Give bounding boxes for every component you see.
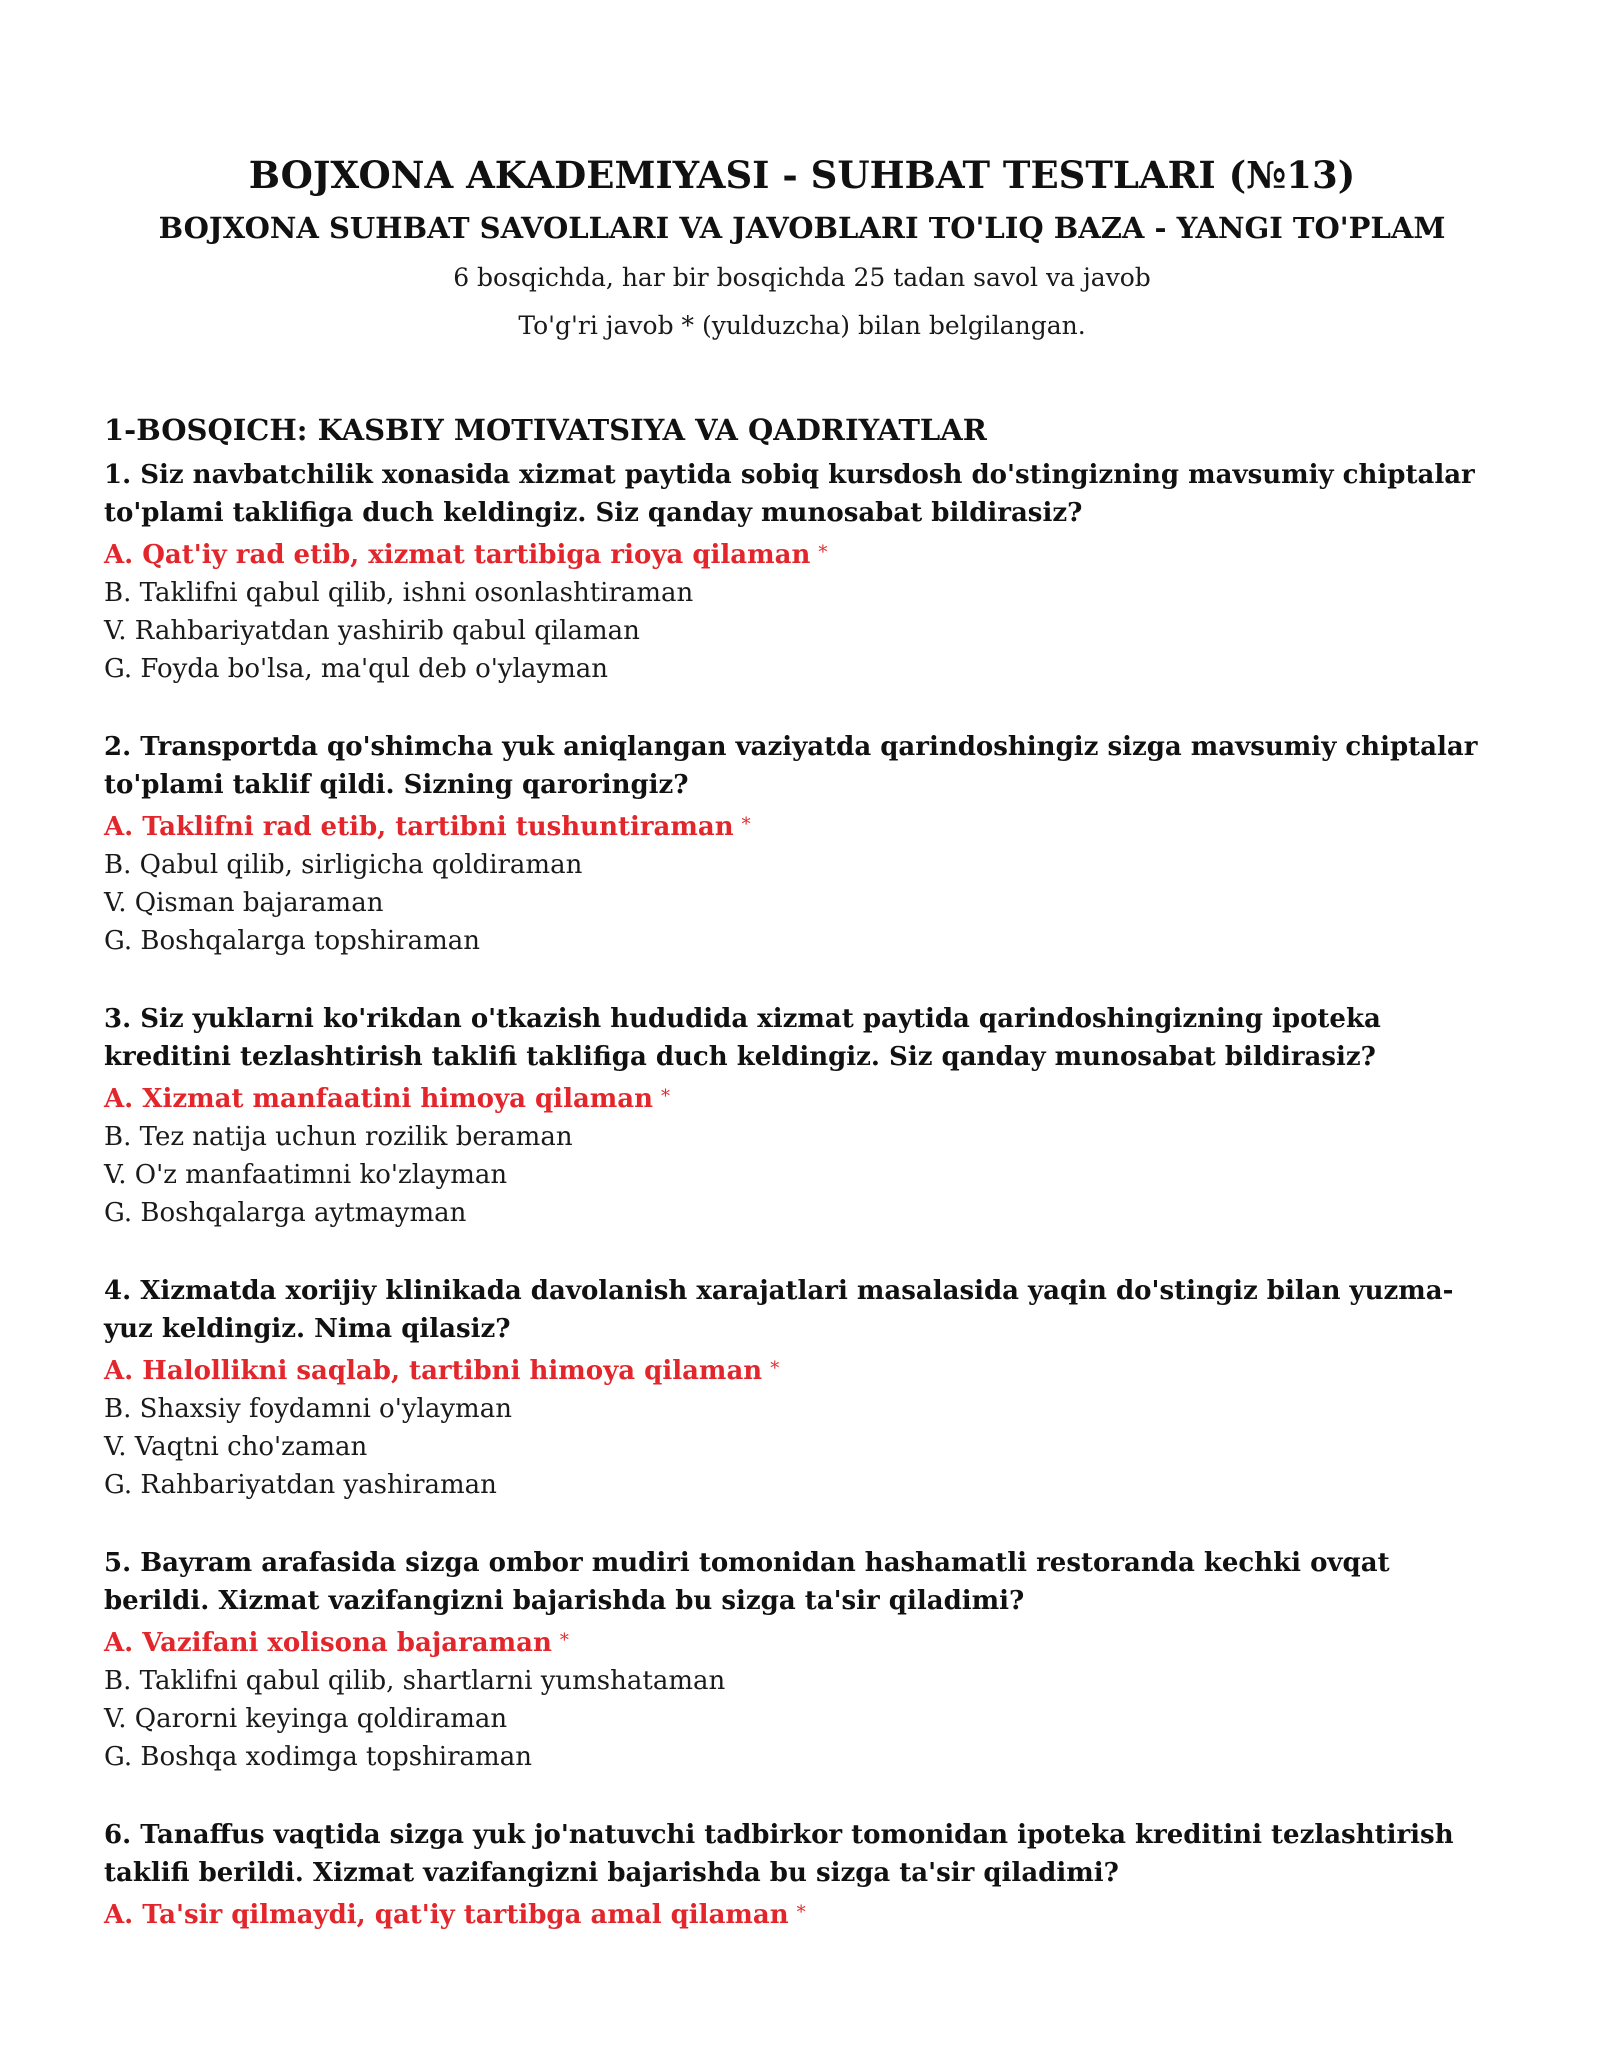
answer-option: G. Boshqalarga aytmayman [104,1198,467,1228]
correct-mark-star: * [741,814,751,835]
question-text: 2. Transportda qo'shimcha yuk aniqlangan vaziyatda qarindoshingiz sizga mavsumiy chiptalar to'plami taklif qildi. Sizning qaroringiz? [104,732,1478,800]
correct-mark-star: * [661,1086,671,1107]
correct-answer-text: A. Xizmat manfaatini himoya qilaman [104,1084,654,1114]
question-text: 6. Tanaffus vaqtida sizga yuk jo'natuvchi tadbirkor tomonidan ipoteka kreditini tezlashtirish taklifi berildi. Xizmat vazifangizni bajarishda bu sizga ta'sir qiladimi? [104,1820,1454,1888]
question-text: 3. Siz yuklarni ko'rikdan o'tkazish hududida xizmat paytida qarindoshingizning ipoteka kreditini tezlashtirish taklifi taklifiga duch keldingiz. Siz qanday munosabat bildirasiz? [104,1004,1381,1072]
question-block-5 [104,1544,1500,1776]
document-subtitle: BOJXONA SUHBAT SAVOLLARI VA JAVOBLARI TO'LIQ BAZA - YANGI TO'PLAM [158,211,1446,245]
correct-mark-star: * [770,1358,780,1379]
correct-answer-text: A. Ta'sir qilmaydi, qat'iy tartibga amal qilaman [104,1900,789,1930]
answer-option: V. O'z manfaatimni ko'zlayman [104,1160,508,1190]
answer-option: G. Foyda bo'lsa, ma'qul deb o'ylayman [104,654,608,684]
correct-answer-text: A. Vazifani xolisona bajaraman [104,1628,552,1658]
answer-option: B. Qabul qilib, sirligicha qoldiraman [104,850,583,880]
question-text: 4. Xizmatda xorijiy klinikada davolanish xarajatlari masalasida yaqin do'stingiz bilan yuzma-yuz keldingiz. Nima qilasiz? [104,1276,1454,1344]
answer-option: B. Tez natija uchun rozilik beraman [104,1122,573,1152]
correct-mark-star: * [559,1630,569,1651]
question-block-3 [104,1000,1500,1232]
correct-answer [104,1350,1500,1390]
info-line-stages: 6 bosqichda, har bir bosqichda 25 tadan savol va javob [453,263,1151,292]
answer-option: B. Taklifni qabul qilib, shartlarni yumshataman [104,1666,726,1696]
question-text: 5. Bayram arafasida sizga ombor mudiri tomonidan hashamatli restoranda kechki ovqat berildi. Xizmat vazifangizni bajarishda bu sizga ta'sir qiladimi? [104,1548,1390,1616]
correct-answer [104,1622,1500,1662]
correct-answer [104,1894,1500,1934]
answer-option: V. Qisman bajaraman [104,888,384,918]
answer-option: V. Vaqtni cho'zaman [104,1432,368,1462]
question-block-4 [104,1272,1500,1504]
correct-mark-star: * [796,1902,806,1923]
correct-mark-star: * [818,542,828,563]
answer-option: B. Taklifni qabul qilib, ishni osonlashtiraman [104,578,694,608]
correct-answer-text: A. Taklifni rad etib, tartibni tushuntiraman [104,812,734,842]
info-line-legend: To'g'ri javob * (yulduzcha) bilan belgilangan. [518,311,1086,340]
correct-answer [104,534,1500,574]
correct-answer-text: A. Qat'iy rad etib, xizmat tartibiga rioya qilaman [104,540,811,570]
document-title: BOJXONA AKADEMIYASI - SUHBAT TESTLARI (№13) [248,153,1356,197]
answer-option: G. Boshqalarga topshiraman [104,926,480,956]
answer-option: G. Boshqa xodimga topshiraman [104,1742,532,1772]
answer-option: G. Rahbariyatdan yashiraman [104,1470,497,1500]
document-header [104,148,1500,346]
correct-answer [104,1078,1500,1118]
question-block-6 [104,1816,1500,1934]
correct-answer [104,806,1500,846]
answer-option: V. Rahbariyatdan yashirib qabul qilaman [104,616,640,646]
question-text: 1. Siz navbatchilik xonasida xizmat paytida sobiq kursdosh do'stingizning mavsumiy chiptalar to'plami taklifiga duch keldingiz. Siz qanday munosabat bildirasiz? [104,460,1475,528]
correct-answer-text: A. Halollikni saqlab, tartibni himoya qilaman [104,1356,763,1386]
answer-option: B. Shaxsiy foydamni o'ylayman [104,1394,512,1424]
answer-option: V. Qarorni keyinga qoldiraman [104,1704,508,1734]
question-block-2 [104,728,1500,960]
section-title: 1-BOSQICH: KASBIY MOTIVATSIYA VA QADRIYATLAR [104,413,987,447]
question-block-1 [104,456,1500,688]
